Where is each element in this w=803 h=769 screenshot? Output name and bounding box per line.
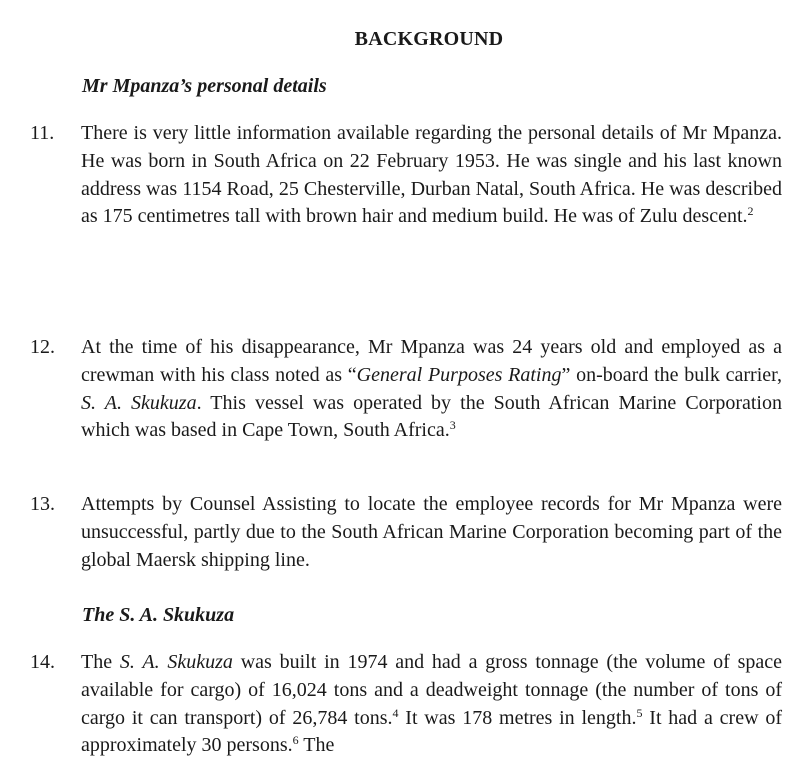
footnote-ref: 2 — [747, 204, 754, 219]
paragraph-text: Attempts by Counsel Assisting to locate the employee records for Mr Mpanza were unsuccessful, partly due to the South African Marine Corporation becoming part of the global Maersk shipping line. — [81, 493, 782, 571]
paragraph-number: 13. — [30, 493, 55, 515]
paragraph-text: The S. A. Skukuza was built in 1974 and had a gross tonnage (the volume of space available for cargo) of 16,024 tons and a deadweight tonnage (the number of tons of cargo it can transport) of 26,784 tons.$^4$ It was 178 metres in length.$^5$ It had a crew of approximately 30 persons.$^6$ The — [81, 651, 782, 757]
paragraph-12 — [30, 334, 782, 445]
section-title-skukuza: The S. A. Skukuza — [82, 604, 235, 626]
paragraph-11 — [30, 120, 782, 231]
page-heading: BACKGROUND — [354, 28, 504, 50]
paragraph-text: At the time of his disappearance, Mr Mpanza was 24 years old and employed as a crewman with his class noted as “General Purposes Rating” on-board the bulk carrier, S. A. Skukuza. This vessel was operated by the South African Marine Corporation which was based in Cape Town, South Africa.$^3$ — [81, 336, 782, 442]
paragraph-text: There is very little information available regarding the personal details of Mr Mpanza. He was born in South Africa on 22 February 1953. He was single and his last known address was 1154 Road, 25 Chesterville, Durban Natal, South Africa. He was described as 175 centimetres tall with brown hair and medium build. He was of Zulu descent.$^2$ — [81, 122, 782, 228]
footnote-ref: 3 — [449, 418, 456, 433]
footnote-ref: 4 — [392, 705, 399, 720]
paragraph-13 — [30, 491, 782, 574]
paragraph-number: 14. — [30, 651, 55, 673]
paragraph-number: 12. — [30, 336, 55, 358]
section-title-personal-details: Mr Mpanza’s personal details — [82, 75, 327, 97]
paragraph-14 — [30, 649, 782, 760]
footnote-ref: 5 — [636, 705, 643, 720]
paragraph-number: 11. — [30, 122, 55, 144]
footnote-ref: 6 — [292, 733, 299, 748]
